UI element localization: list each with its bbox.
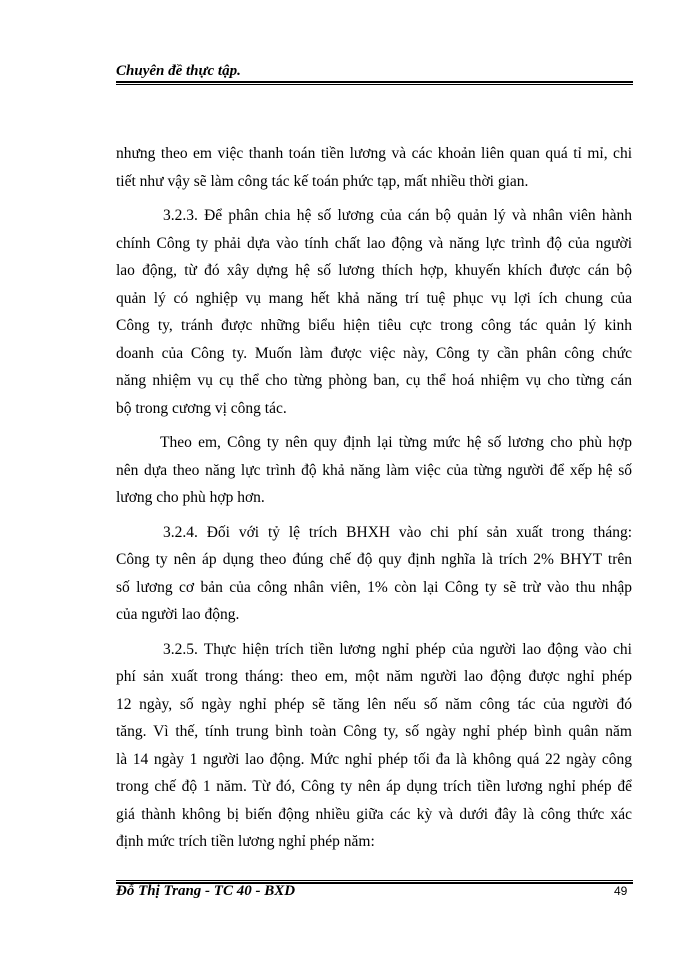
footer-author: Đỗ Thị Trang - TC 40 - BXD xyxy=(116,883,296,899)
text-line: nên dựa theo năng lực trình độ khả năng làm việc của từng người để xếp hệ số xyxy=(116,461,632,479)
text-line: phí sản xuất trong tháng: theo em, một năm người lao động được nghỉ phép xyxy=(116,668,632,685)
text-line: 3.2.5. Thực hiện trích tiền lương nghỉ phép của người lao động vào chi xyxy=(163,640,632,658)
text-line: 3.2.3. Để phân chia hệ số lương của cán bộ quản lý và nhân viên hành xyxy=(163,207,632,224)
paragraph xyxy=(116,140,632,195)
text-line: định mức trích tiền lương nghỉ phép năm: xyxy=(116,833,375,850)
text-line: Công ty nên áp dụng theo đúng chế độ quy định nghĩa là trích 2% BHYT trên xyxy=(116,551,632,568)
text-line: Theo em, Công ty nên quy định lại từng mức hệ số lương cho phù hợp xyxy=(160,434,632,451)
text-line: Công ty, tránh được những biểu hiện tiêu cực trong công tác quản lý kinh xyxy=(116,317,632,334)
text-line: trong chế độ 1 năm. Từ đó, Công ty nên áp dụng trích tiền lương nghỉ phép để xyxy=(116,778,632,795)
text-line: tiết như vậy sẽ làm công tác kế toán phức tạp, mất nhiều thời gian. xyxy=(116,172,529,190)
paragraph xyxy=(116,429,632,512)
text-line: quản lý có nghiệp vụ mang hết khả năng trí tuệ phục vụ lợi ích chung của xyxy=(116,289,632,307)
text-line: lương cho phù hợp hơn. xyxy=(116,489,265,506)
header-rule xyxy=(116,81,633,85)
text-line: 12 ngày, số ngày nghỉ phép sẽ tăng lên nếu số năm công tác của người đó xyxy=(116,695,632,713)
text-line: 3.2.4. Đối với tỷ lệ trích BHXH vào chi phí sản xuất trong tháng: xyxy=(163,523,632,541)
document-body xyxy=(116,140,632,856)
text-line: bộ trong cương vị công tác. xyxy=(116,399,287,417)
text-line: số lương cơ bản của công nhân viên, 1% còn lại Công ty sẽ trừ vào thu nhập xyxy=(116,578,632,596)
text-line: tăng. Vì thế, tính trung bình toàn Công ty, số ngày nghỉ phép bình quân năm xyxy=(116,723,632,740)
text-line: năng nhiệm vụ cụ thể cho từng phòng ban, cụ thể hoá nhiệm vụ cho từng cán xyxy=(116,372,632,389)
paragraph xyxy=(116,202,632,422)
paragraph xyxy=(116,519,632,629)
text-line: là 14 ngày 1 người lao động. Mức nghỉ phép tối đa là không quá 22 ngày công xyxy=(116,750,632,768)
paragraph xyxy=(116,636,632,856)
text-line: lao động, từ đó xây dựng hệ số lương thích hợp, khuyến khích được cán bộ xyxy=(116,262,632,279)
page-number: 49 xyxy=(614,884,628,898)
text-line: của người lao động. xyxy=(116,606,240,623)
text-line: chính Công ty phải dựa vào tính chất lao động và năng lực trình độ của người xyxy=(116,234,632,252)
text-line: giá thành không bị biến động nhiều giữa các kỳ và dưới đây là công thức xác xyxy=(116,805,632,823)
header-title: Chuyên đề thực tập. xyxy=(116,63,241,79)
page-header xyxy=(116,62,630,80)
text-line: nhưng theo em việc thanh toán tiền lương và các khoản liên quan quá tỉ mỉ, chi xyxy=(116,145,632,162)
text-line: doanh của Công ty. Muốn làm được việc này, Công ty cần phân công chức xyxy=(116,344,632,362)
